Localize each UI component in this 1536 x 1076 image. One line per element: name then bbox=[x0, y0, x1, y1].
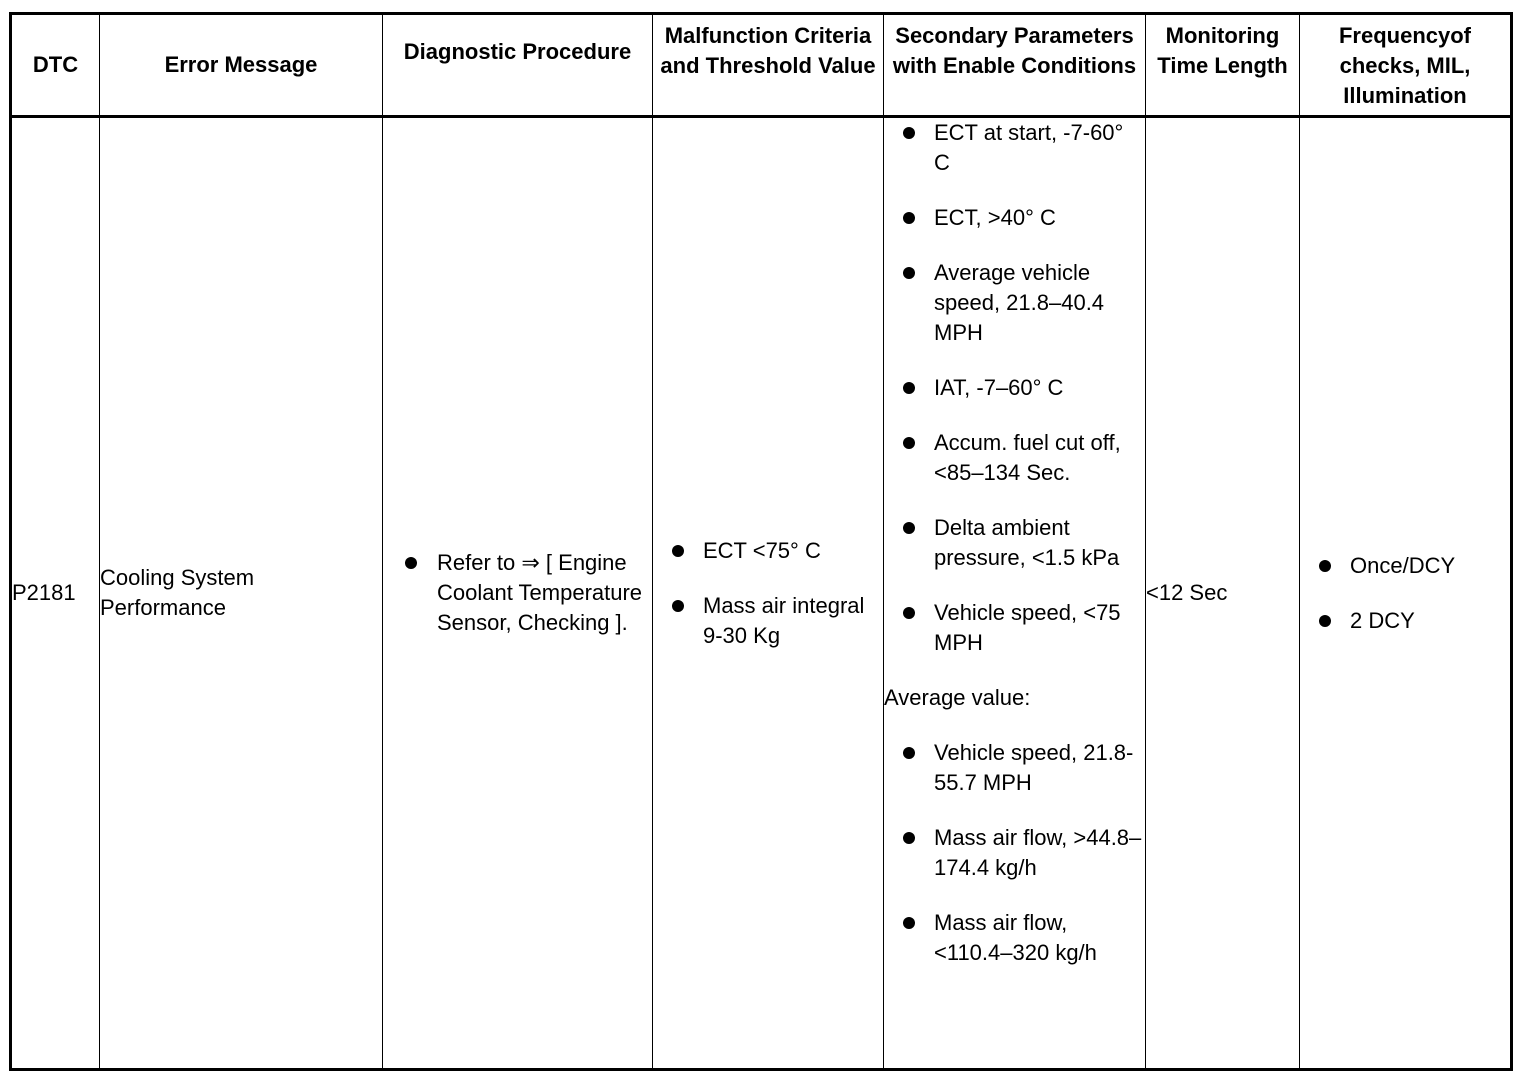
list-item bbox=[884, 118, 1145, 178]
bullet-icon bbox=[903, 212, 915, 224]
list-item-text: Mass air flow, >44.8–174.4 kg/h bbox=[934, 825, 1142, 880]
frequency-list bbox=[1300, 551, 1510, 636]
bullet-icon bbox=[903, 747, 915, 759]
list-item bbox=[884, 258, 1145, 348]
list-item bbox=[653, 536, 883, 566]
header-monitoring-time: Monitoring Time Length bbox=[1146, 14, 1300, 117]
bullet-icon bbox=[903, 382, 915, 394]
list-item bbox=[884, 203, 1145, 233]
bullet-icon bbox=[903, 917, 915, 929]
list-item-text: Mass air flow, <110.4–320 kg/h bbox=[934, 910, 1097, 965]
diagnostic-procedure-text: Refer to ⇒ [ Engine Coolant Temperature Sensor, Checking ]. bbox=[437, 550, 643, 635]
header-diagnostic-procedure: Diagnostic Procedure bbox=[383, 14, 653, 117]
list-item bbox=[884, 373, 1145, 403]
frequency-cell bbox=[1300, 117, 1512, 1070]
bullet-icon bbox=[405, 557, 417, 569]
bullet-icon bbox=[1319, 560, 1331, 572]
average-value-label: Average value: bbox=[884, 685, 1031, 710]
list-item-text: ECT <75° C bbox=[703, 537, 821, 563]
bullet-icon bbox=[672, 545, 684, 557]
monitoring-time: <12 Sec bbox=[1146, 117, 1300, 1070]
list-item bbox=[383, 548, 652, 638]
list-item-text: Average vehicle speed, 21.8–40.4 MPH bbox=[934, 260, 1105, 345]
list-item-text: ECT at start, -7-60° C bbox=[934, 120, 1124, 175]
list-item bbox=[653, 591, 883, 651]
list-item bbox=[1300, 606, 1510, 636]
average-value-list bbox=[884, 738, 1145, 968]
list-item-text: Vehicle speed, <75 MPH bbox=[934, 600, 1121, 655]
bullet-icon bbox=[903, 437, 915, 449]
diagnostic-procedure-list bbox=[383, 548, 652, 638]
malfunction-criteria-cell bbox=[653, 117, 884, 1070]
header-error-message: Error Message bbox=[100, 14, 383, 117]
table-row bbox=[11, 117, 1512, 1070]
list-item-text: Delta ambient pressure, <1.5 kPa bbox=[934, 515, 1120, 570]
list-item bbox=[1300, 551, 1510, 581]
header-malfunction-criteria: Malfunction Criteria and Threshold Value bbox=[653, 14, 884, 117]
secondary-parameters-cell bbox=[884, 117, 1146, 1070]
bullet-icon bbox=[903, 522, 915, 534]
dtc-table bbox=[9, 12, 1513, 1071]
bullet-icon bbox=[903, 127, 915, 139]
bullet-icon bbox=[903, 267, 915, 279]
list-item-text: ECT, >40° C bbox=[934, 205, 1056, 230]
list-item bbox=[884, 513, 1145, 573]
malfunction-criteria-list bbox=[653, 536, 883, 651]
bullet-icon bbox=[903, 607, 915, 619]
list-item-text: Accum. fuel cut off, <85–134 Sec. bbox=[934, 430, 1121, 485]
list-item bbox=[884, 428, 1145, 488]
bullet-icon bbox=[903, 832, 915, 844]
list-item-text: Once/DCY bbox=[1350, 552, 1456, 578]
error-message: Cooling System Performance bbox=[100, 117, 383, 1070]
list-item-text: Mass air integral 9-30 Kg bbox=[703, 592, 865, 648]
list-item bbox=[884, 598, 1145, 658]
list-item-text: IAT, -7–60° C bbox=[934, 375, 1064, 400]
list-item-text: 2 DCY bbox=[1350, 607, 1415, 633]
bullet-icon bbox=[1319, 615, 1331, 627]
diagnostic-procedure-cell bbox=[383, 117, 653, 1070]
header-secondary-parameters: Secondary Parameters with Enable Conditions bbox=[884, 14, 1146, 117]
bullet-icon bbox=[672, 600, 684, 612]
list-item bbox=[884, 908, 1145, 968]
list-item bbox=[884, 823, 1145, 883]
header-frequency: Frequencyof checks, MIL, Illumination bbox=[1300, 14, 1512, 117]
list-item-text: Vehicle speed, 21.8-55.7 MPH bbox=[934, 740, 1134, 795]
header-row bbox=[11, 14, 1512, 117]
secondary-parameters-list bbox=[884, 118, 1145, 658]
dtc-code: P2181 bbox=[11, 117, 100, 1070]
header-dtc: DTC bbox=[11, 14, 100, 117]
list-item bbox=[884, 738, 1145, 798]
